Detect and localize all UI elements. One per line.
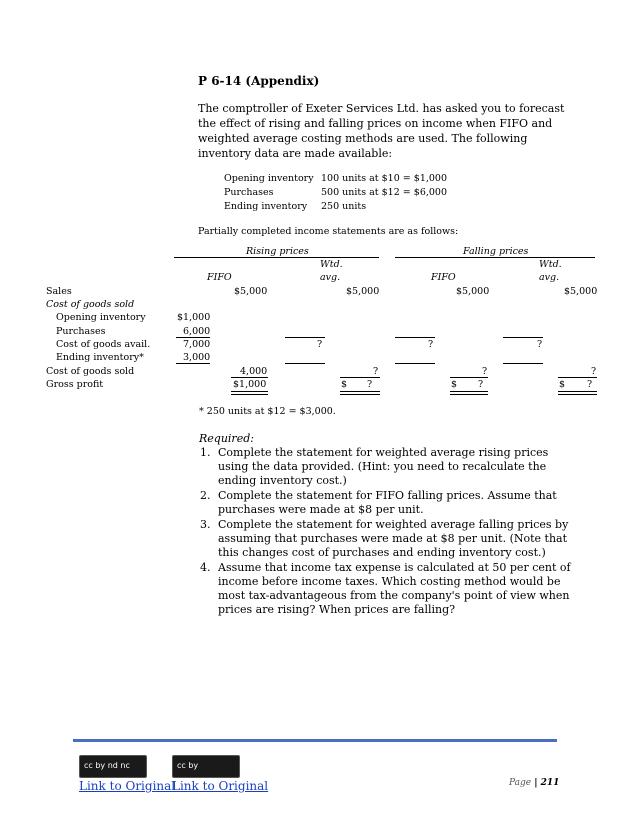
unknown-value: ? (367, 379, 373, 390)
unknown-value: ? (373, 366, 379, 377)
link-to-original-1[interactable]: Link to Original (79, 779, 176, 793)
inventory-value: 500 units at $12 = $6,000 (321, 187, 448, 198)
required-num: 4. (200, 561, 211, 574)
fifo-rising-purchases: 6,000 (183, 326, 211, 337)
statements-intro: Partially completed income statements are as follows: (198, 226, 459, 237)
rising-prices-header: Rising prices (246, 246, 309, 257)
sales-value: $5,000 (234, 286, 268, 297)
footer-rule (73, 739, 557, 742)
required-num: 2. (200, 489, 211, 502)
row-purchases: Purchases (56, 326, 106, 337)
page-number-value: 211 (540, 778, 560, 788)
fifo-rising-opening: $1,000 (177, 312, 211, 323)
inventory-label: Opening inventory (224, 173, 314, 184)
required-line: Assume that income tax expense is calculated at 50 per cent of (218, 561, 571, 574)
license-badge-text: cc by nd nc (84, 761, 130, 770)
row-ending: Ending inventory* (56, 352, 144, 363)
falling-header-rule (395, 257, 595, 258)
row-gross: Gross profit (46, 379, 104, 390)
required-line: prices are rising? When prices are falling? (218, 603, 456, 616)
sum-rule (176, 363, 210, 364)
row-sales: Sales (46, 286, 72, 297)
required-line: income before income taxes. Which costing method would be (218, 575, 561, 588)
fifo-rising-cogs: 4,000 (240, 366, 268, 377)
row-cost-avail: Cost of goods avail. (56, 339, 151, 350)
required-line: Complete the statement for weighted average falling prices by (218, 518, 569, 531)
unknown-value: ? (587, 379, 593, 390)
required-heading: Required: (199, 432, 254, 445)
sales-value: $5,000 (346, 286, 380, 297)
required-line: most tax-advantageous from the company's point of view when (218, 589, 570, 602)
page-separator: | (531, 778, 541, 788)
link-to-original-2[interactable]: Link to Original (172, 779, 269, 793)
page-number (509, 778, 559, 788)
blank-rule (285, 363, 325, 364)
required-line: purchases were made at $8 per unit. (218, 503, 424, 516)
required-line: ending inventory cost.) (218, 474, 347, 487)
double-rule (340, 391, 380, 395)
row-opening: Opening inventory (56, 312, 146, 323)
double-rule (450, 391, 488, 395)
sales-value: $5,000 (456, 286, 490, 297)
avg-header: avg. (320, 272, 341, 283)
double-rule (231, 391, 268, 395)
inventory-label: Ending inventory (224, 201, 308, 212)
dollar-sign: $ (341, 379, 348, 390)
unknown-value: ? (428, 339, 434, 350)
fifo-rising-ending: 3,000 (183, 352, 211, 363)
dollar-sign: $ (451, 379, 458, 390)
inventory-value: 100 units at $10 = $1,000 (321, 173, 448, 184)
blank-rule (503, 363, 543, 364)
cc-by-nd-nc-badge[interactable] (79, 755, 147, 778)
row-cogs: Cost of goods sold (46, 366, 135, 377)
required-num: 3. (200, 518, 211, 531)
cc-by-badge[interactable] (172, 755, 240, 778)
unknown-value: ? (478, 379, 484, 390)
avg-header: avg. (539, 272, 560, 283)
rising-header-rule (174, 257, 379, 258)
required-line: assuming that purchases were made at $8 per unit. (Note that (218, 532, 568, 545)
unknown-value: ? (482, 366, 488, 377)
footnote: * 250 units at $12 = $3,000. (199, 406, 336, 417)
required-line: Complete the statement for weighted average rising prices (218, 446, 549, 459)
unknown-value: ? (591, 366, 597, 377)
inventory-value: 250 units (321, 201, 367, 212)
unknown-value: ? (317, 339, 323, 350)
intro-line: inventory data are made available: (198, 147, 393, 160)
required-num: 1. (200, 446, 211, 459)
unknown-value: ? (537, 339, 543, 350)
license-badge-text: cc by (177, 761, 199, 770)
fifo-rising-gross: $1,000 (233, 379, 267, 390)
page-label: Page (509, 778, 532, 788)
fifo-rising-cost-avail: 7,000 (183, 339, 211, 350)
wtd-header: Wtd. (539, 259, 562, 270)
sales-value: $5,000 (564, 286, 598, 297)
required-line: this changes cost of purchases and ending inventory cost.) (218, 546, 546, 559)
problem-title: P 6-14 (Appendix) (198, 74, 320, 88)
intro-line: weighted average costing methods are used. The following (198, 132, 528, 145)
wtd-header: Wtd. (320, 259, 343, 270)
double-rule (558, 391, 597, 395)
dollar-sign: $ (559, 379, 566, 390)
intro-line: the effect of rising and falling prices on income when FIFO and (198, 117, 553, 130)
inventory-label: Purchases (224, 187, 274, 198)
fifo-header: FIFO (431, 272, 456, 283)
required-line: using the data provided. (Hint: you need to recalculate the (218, 460, 547, 473)
row-cogs-heading: Cost of goods sold (46, 299, 135, 310)
falling-prices-header: Falling prices (463, 246, 529, 257)
problem-intro (198, 101, 564, 161)
blank-rule (395, 363, 435, 364)
intro-line: The comptroller of Exeter Services Ltd. has asked you to forecast (198, 102, 565, 115)
required-line: Complete the statement for FIFO falling prices. Assume that (218, 489, 557, 502)
fifo-header: FIFO (207, 272, 232, 283)
